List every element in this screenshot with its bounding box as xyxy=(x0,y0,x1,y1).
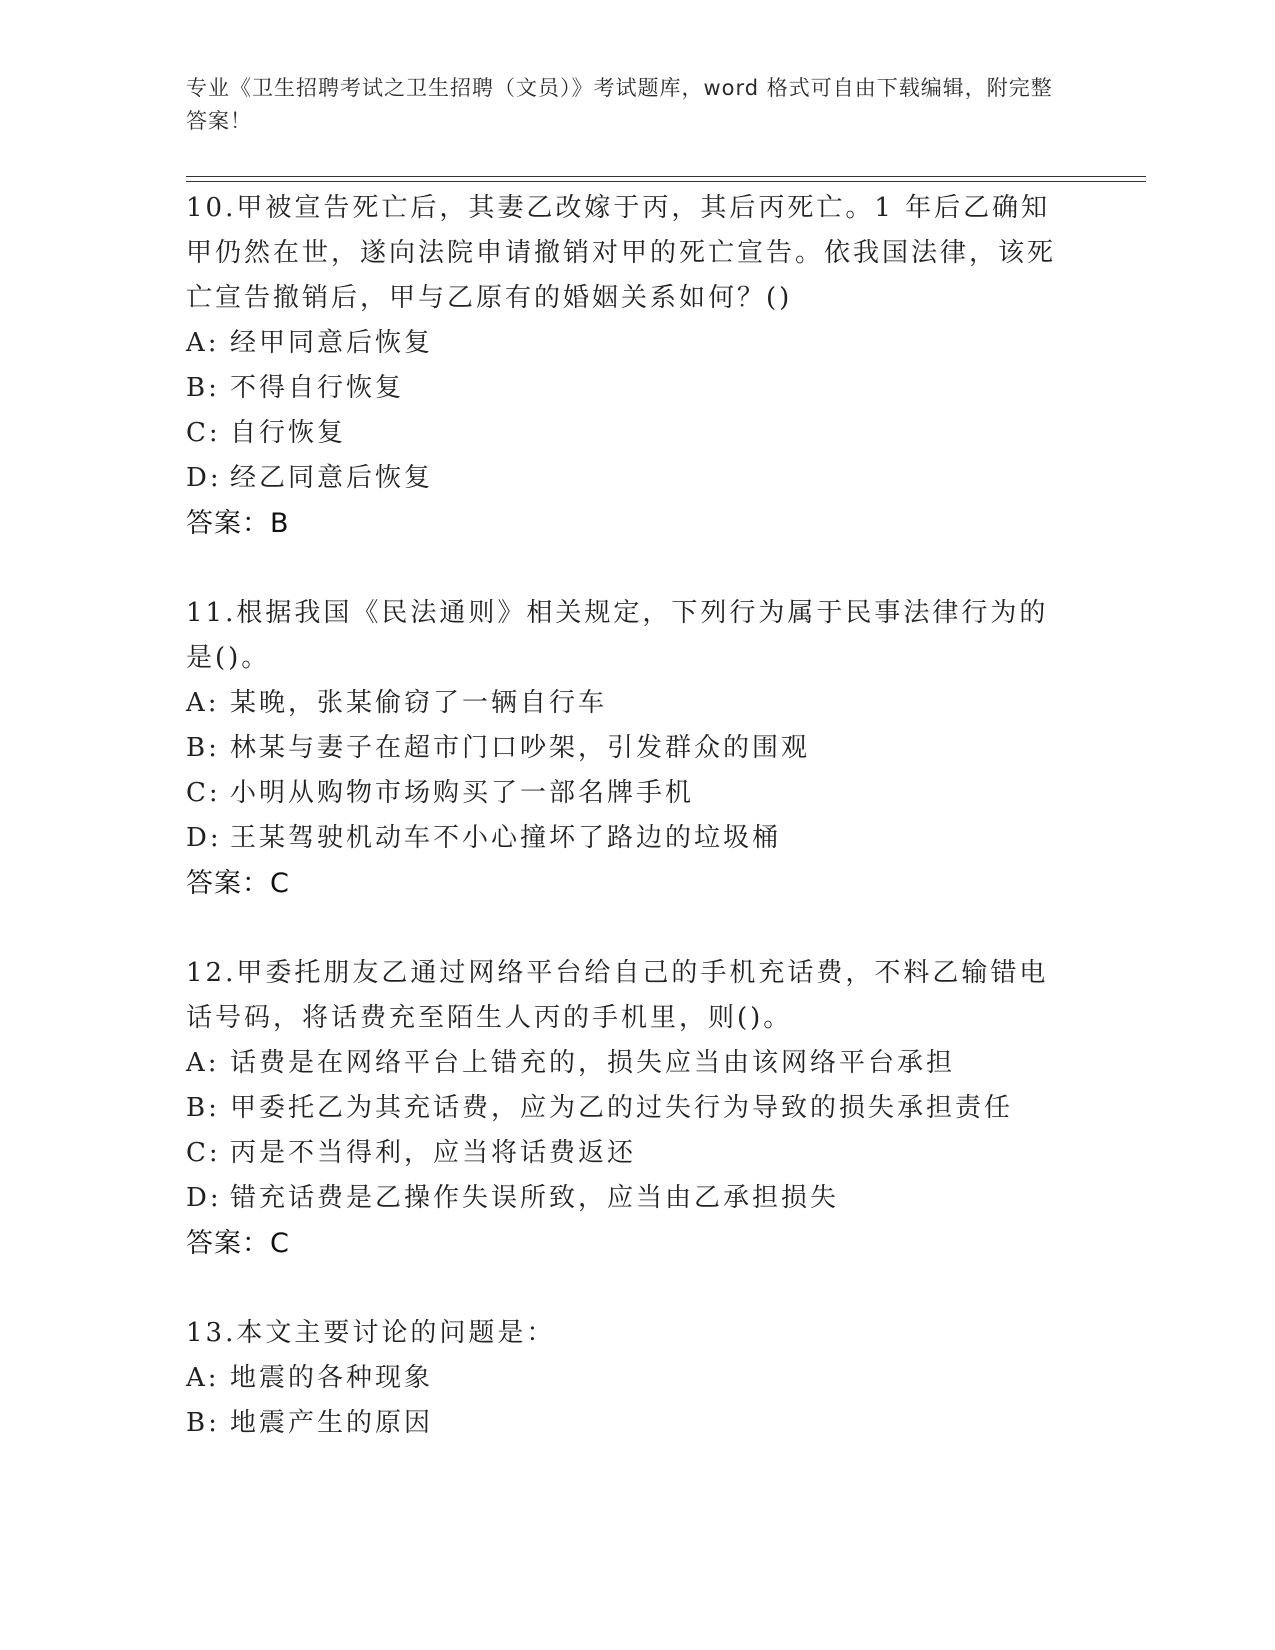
option-text: 不得自行恢复 xyxy=(230,373,405,403)
option-text: 丙是不当得利，应当将话费返还 xyxy=(230,1138,637,1168)
question-stem: 13.本文主要讨论的问题是： xyxy=(186,1318,556,1348)
option-label: A: xyxy=(186,1363,220,1393)
option-b xyxy=(186,1086,1066,1131)
option-label: B: xyxy=(186,1093,220,1123)
header-divider-bottom xyxy=(186,181,1146,182)
option-d xyxy=(186,456,1066,501)
option-label: A: xyxy=(186,1048,220,1078)
option-b xyxy=(186,366,1066,411)
answer: 答案：B xyxy=(186,508,290,539)
answer: 答案：C xyxy=(186,868,290,899)
answer: 答案：C xyxy=(186,1228,290,1259)
option-text: 错充话费是乙操作失误所致，应当由乙承担损失 xyxy=(230,1183,840,1213)
question-10 xyxy=(186,186,1066,546)
option-label: C: xyxy=(186,418,221,448)
option-a xyxy=(186,1356,1066,1401)
option-text: 地震产生的原因 xyxy=(230,1408,434,1438)
option-text: 经甲同意后恢复 xyxy=(230,328,434,358)
option-text: 某晚，张某偷窃了一辆自行车 xyxy=(230,688,608,718)
option-label: B: xyxy=(186,733,220,763)
question-stem: 12.甲委托朋友乙通过网络平台给自己的手机充话费，不料乙输错电话号码，将话费充至陌生人丙的手机里，则()。 xyxy=(186,958,1049,1033)
question-11 xyxy=(186,591,1066,906)
option-label: D: xyxy=(186,823,222,853)
question-stem: 10.甲被宣告死亡后，其妻乙改嫁于丙，其后丙死亡。1 年后乙确知甲仍然在世，遂向法院申请撤销对甲的死亡宣告。依我国法律，该死亡宣告撤销后，甲与乙原有的婚姻关系如何？() xyxy=(186,193,1057,313)
option-label: C: xyxy=(186,1138,221,1168)
option-c xyxy=(186,771,1066,816)
option-text: 话费是在网络平台上错充的，损失应当由该网络平台承担 xyxy=(230,1048,956,1078)
option-text: 小明从购物市场购买了一部名牌手机 xyxy=(230,778,695,808)
option-label: D: xyxy=(186,1183,222,1213)
option-label: B: xyxy=(186,373,220,403)
option-label: A: xyxy=(186,688,220,718)
option-d xyxy=(186,1176,1066,1221)
header-divider-top xyxy=(186,176,1146,177)
option-b xyxy=(186,1401,1066,1446)
question-12 xyxy=(186,951,1066,1266)
option-text: 甲委托乙为其充话费，应为乙的过失行为导致的损失承担责任 xyxy=(230,1093,1014,1123)
question-stem: 11.根据我国《民法通则》相关规定，下列行为属于民事法律行为的是()。 xyxy=(186,598,1049,673)
option-text: 经乙同意后恢复 xyxy=(230,463,434,493)
option-text: 王某驾驶机动车不小心撞坏了路边的垃圾桶 xyxy=(230,823,782,853)
option-b xyxy=(186,726,1066,771)
document-header: 专业《卫生招聘考试之卫生招聘（文员）》考试题库，word 格式可自由下载编辑，附完整答案！ xyxy=(186,76,1053,133)
question-list xyxy=(186,186,1066,1491)
option-d xyxy=(186,816,1066,861)
option-a xyxy=(186,321,1066,366)
option-label: D: xyxy=(186,463,222,493)
option-text: 地震的各种现象 xyxy=(230,1363,434,1393)
option-a xyxy=(186,681,1066,726)
option-c xyxy=(186,411,1066,456)
option-a xyxy=(186,1041,1066,1086)
option-label: B: xyxy=(186,1408,220,1438)
option-c xyxy=(186,1131,1066,1176)
question-13 xyxy=(186,1311,1066,1446)
option-text: 林某与妻子在超市门口吵架，引发群众的围观 xyxy=(230,733,811,763)
option-label: C: xyxy=(186,778,221,808)
option-label: A: xyxy=(186,328,220,358)
option-text: 自行恢复 xyxy=(230,418,347,448)
